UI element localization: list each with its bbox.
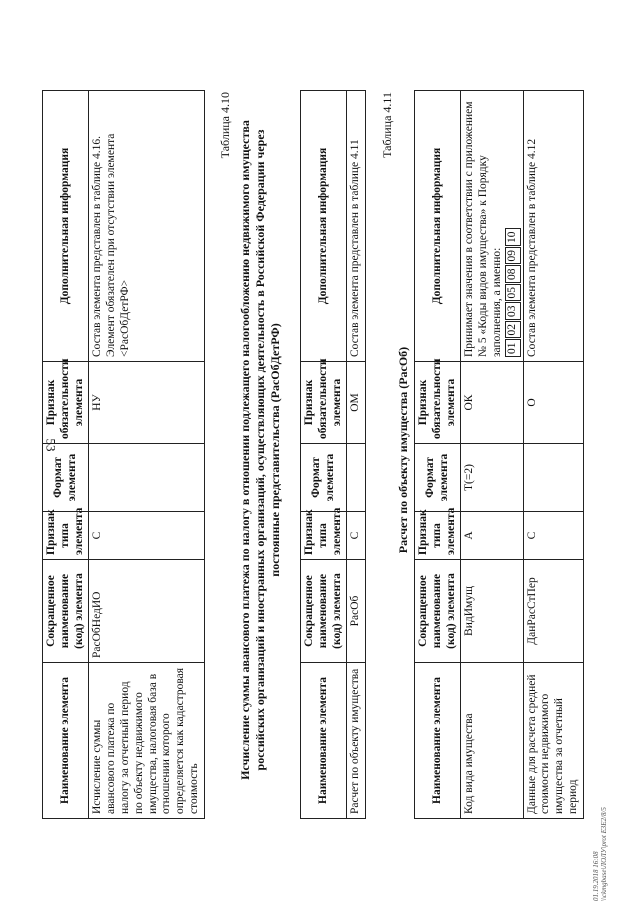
cell-code: РасОб: [347, 560, 366, 663]
value-code: 01: [505, 340, 521, 358]
cell-type: С: [347, 512, 366, 560]
header-required: Признак обязательности элемента: [301, 362, 347, 444]
header-required: Признак обязательности элемента: [415, 362, 461, 444]
cell-format: [347, 444, 366, 512]
cell-name: Данные для расчета средней стоимости недвижимого имущества за отчетный период: [523, 663, 583, 819]
table-row: [89, 91, 204, 819]
table-header-row: [415, 91, 461, 819]
value-code: 08: [505, 266, 521, 284]
header-type: Признак типа элемента: [43, 512, 89, 560]
table-4-11-title: Расчет по объекту имущества (РасОб): [396, 346, 410, 554]
cell-code: ВидИмущ: [461, 560, 523, 663]
cell-format: [523, 444, 583, 512]
header-type: Признак типа элемента: [301, 512, 347, 560]
header-format: Формат элемента: [301, 444, 347, 512]
table-header-row: [301, 91, 347, 819]
value-code: 09: [505, 247, 521, 265]
value-code: 10: [505, 229, 521, 247]
header-format: Формат элемента: [43, 444, 89, 512]
table-4-11-label: Таблица 4.11: [380, 92, 394, 158]
table-4-11: [414, 0, 584, 819]
cell-info: Состав элемента представлен в таблице 4.16. Элемент обязателен при отсутствии элемента <РасОбДетРФ>: [89, 91, 204, 362]
cell-required: ОК: [461, 362, 523, 444]
table-4-10-label: Таблица 4.10: [218, 92, 232, 159]
value-code: 05: [505, 284, 521, 302]
header-code: Сокращенное наименование (код) элемента: [43, 560, 89, 663]
cell-type: С: [89, 512, 204, 560]
cell-required: ОМ: [347, 362, 366, 444]
file-stamp: [592, 807, 609, 901]
header-name: Наименование элемента: [301, 663, 347, 819]
header-code: Сокращенное наименование (код) элемента: [415, 560, 461, 663]
cell-type: С: [523, 512, 583, 560]
header-info: Дополнительная информация: [415, 91, 461, 362]
cell-name: Код вида имущества: [461, 663, 523, 819]
table-row: [347, 91, 366, 819]
stamp-line: \\ckmgbase\ЛОЛУ\prot ЕЗЕ2/8/5: [600, 807, 609, 901]
table-row: [523, 91, 583, 819]
stamp-line: 01.19.2018 16:08: [592, 851, 600, 901]
header-info: Дополнительная информация: [301, 91, 347, 362]
table-continuation: [42, 0, 205, 819]
header-format: Формат элемента: [415, 444, 461, 512]
page-number: 53: [43, 438, 59, 452]
header-code: Сокращенное наименование (код) элемента: [301, 560, 347, 663]
table-row: [461, 91, 523, 819]
cell-name: Расчет по объекту имущества: [347, 663, 366, 819]
cell-required: НУ: [89, 362, 204, 444]
cell-code: РасОбНедИО: [89, 560, 204, 663]
value-code: 03: [505, 303, 521, 321]
cell-info: [461, 91, 523, 362]
cell-code: ДанРасСтПер: [523, 560, 583, 663]
cell-format: T(=2): [461, 444, 523, 512]
table-4-10: [300, 0, 366, 819]
header-info: Дополнительная информация: [43, 91, 89, 362]
header-type: Признак типа элемента: [415, 512, 461, 560]
header-required: Признак обязательности элемента: [43, 362, 89, 444]
cell-name: Исчисление суммы авансового платежа по налогу за отчетный период по объекту недвижимого имущества, налоговая база в отношении которого определяется как кадастровая стоимость: [89, 663, 204, 819]
table-header-row: [43, 91, 89, 819]
cell-info-text: Принимает значения в соответствии с приложением № 5 «Коды видов имущества» к Порядку заполнения, а именно:: [463, 101, 503, 357]
cell-info: Состав элемента представлен в таблице 4.11: [347, 91, 366, 362]
cell-type: А: [461, 512, 523, 560]
cell-required: О: [523, 362, 583, 444]
value-code: 02: [505, 321, 521, 339]
cell-info: Состав элемента представлен в таблице 4.12: [523, 91, 583, 362]
header-name: Наименование элемента: [415, 663, 461, 819]
table-4-10-title: Исчисление суммы авансового платежа по налогу в отношении подлежащего налогообложению недвижимого имущества российских организаций и иностранных организаций, осуществляющих деятельность в Российской Федерации через постоянные представительства (РасОбДетРФ): [238, 120, 282, 780]
header-name: Наименование элемента: [43, 663, 89, 819]
cell-format: [89, 444, 204, 512]
